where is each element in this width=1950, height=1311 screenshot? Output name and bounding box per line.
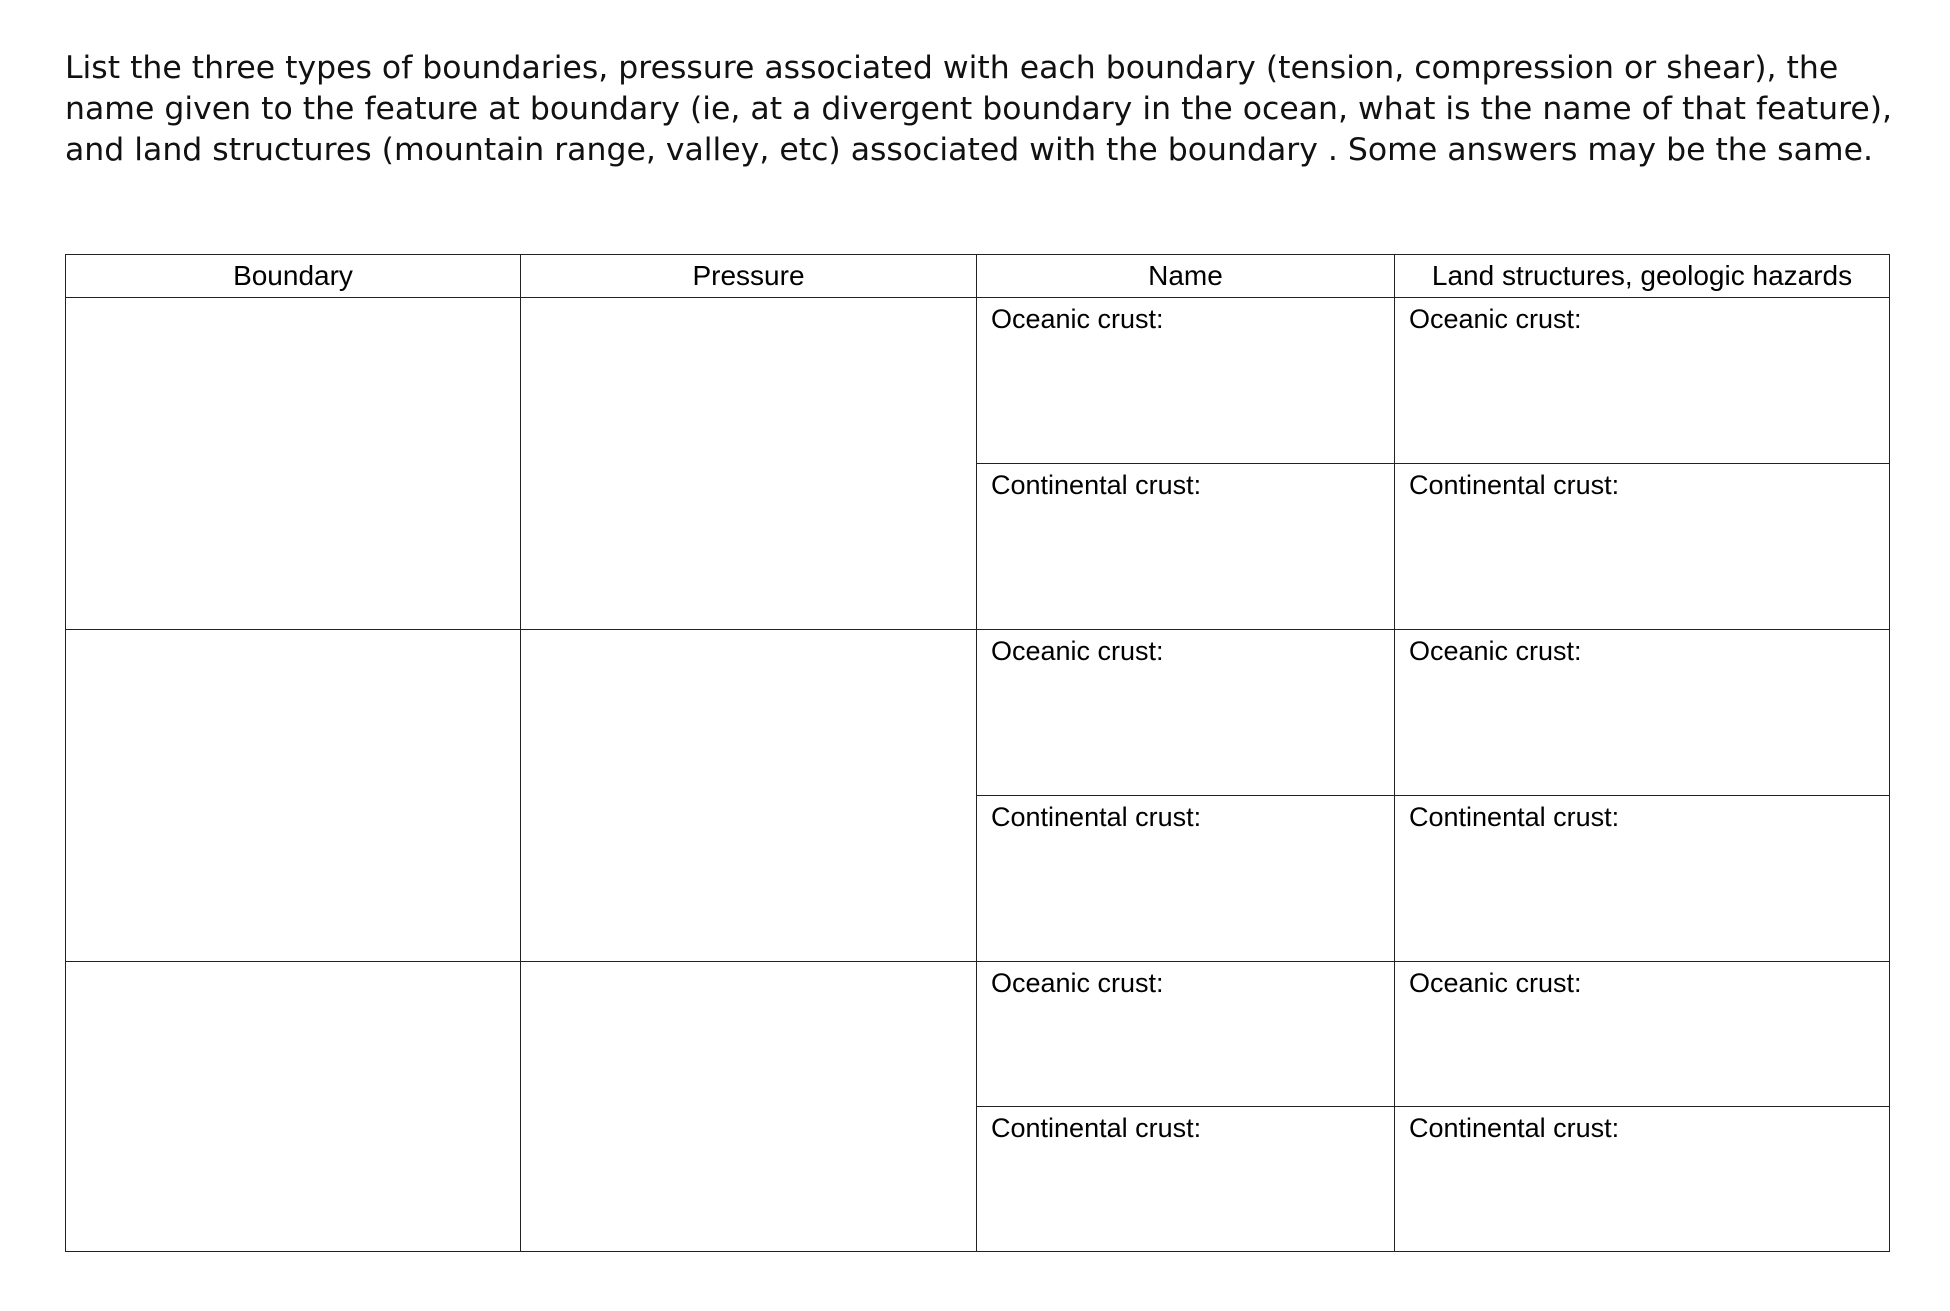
land-structures-cell: [1395, 298, 1890, 630]
oceanic-crust-label: Oceanic crust:: [991, 968, 1164, 999]
boundary-answer-cell[interactable]: [66, 630, 521, 962]
table-row: [66, 630, 1890, 962]
table-row: [66, 298, 1890, 630]
land-oceanic-crust-cell[interactable]: [1395, 298, 1889, 463]
boundary-answer-cell[interactable]: [66, 298, 521, 630]
land-continental-crust-cell[interactable]: [1395, 1106, 1889, 1251]
name-cell: [977, 962, 1395, 1252]
pressure-answer-cell[interactable]: [521, 630, 977, 962]
land-oceanic-crust-cell[interactable]: [1395, 962, 1889, 1106]
land-structures-cell: [1395, 962, 1890, 1252]
header-boundary: Boundary: [66, 255, 521, 298]
header-pressure: Pressure: [521, 255, 977, 298]
name-oceanic-crust-cell[interactable]: [977, 298, 1394, 463]
land-oceanic-crust-cell[interactable]: [1395, 630, 1889, 795]
name-continental-crust-cell[interactable]: [977, 1106, 1394, 1251]
oceanic-crust-label: Oceanic crust:: [991, 636, 1164, 667]
oceanic-crust-label: Oceanic crust:: [1409, 968, 1582, 999]
oceanic-crust-label: Oceanic crust:: [991, 304, 1164, 334]
continental-crust-label: Continental crust:: [991, 1113, 1202, 1144]
land-continental-crust-cell[interactable]: [1395, 795, 1889, 961]
continental-crust-label: Continental crust:: [991, 470, 1202, 501]
oceanic-crust-label: Oceanic crust:: [1409, 636, 1582, 667]
name-cell: [977, 298, 1395, 630]
boundaries-table: [65, 254, 1890, 1252]
continental-crust-label: Continental crust:: [1409, 802, 1620, 833]
land-continental-crust-cell[interactable]: [1395, 463, 1889, 629]
boundary-answer-cell[interactable]: [66, 962, 521, 1252]
name-continental-crust-cell[interactable]: [977, 463, 1394, 629]
oceanic-crust-label: Oceanic crust:: [1409, 304, 1582, 334]
continental-crust-label: Continental crust:: [1409, 470, 1620, 501]
header-name: Name: [977, 255, 1395, 298]
header-land-structures: Land structures, geologic hazards: [1395, 255, 1890, 298]
table-header-row: [66, 255, 1890, 298]
continental-crust-label: Continental crust:: [991, 802, 1202, 833]
name-oceanic-crust-cell[interactable]: [977, 630, 1394, 795]
table-row: [66, 962, 1890, 1252]
land-structures-cell: [1395, 630, 1890, 962]
pressure-answer-cell[interactable]: [521, 298, 977, 630]
continental-crust-label: Continental crust:: [1409, 1113, 1620, 1144]
name-continental-crust-cell[interactable]: [977, 795, 1394, 961]
name-cell: [977, 630, 1395, 962]
instructions-text: List the three types of boundaries, pressure associated with each boundary (tension, compression or shear), the name given to the feature at boundary (ie, at a divergent boundary in the ocean, what is the name of that feature), and land structures (mountain range, valley, etc) associated with the boundary . Some answers may be the same.: [65, 50, 1893, 168]
pressure-answer-cell[interactable]: [521, 962, 977, 1252]
name-oceanic-crust-cell[interactable]: [977, 962, 1394, 1106]
